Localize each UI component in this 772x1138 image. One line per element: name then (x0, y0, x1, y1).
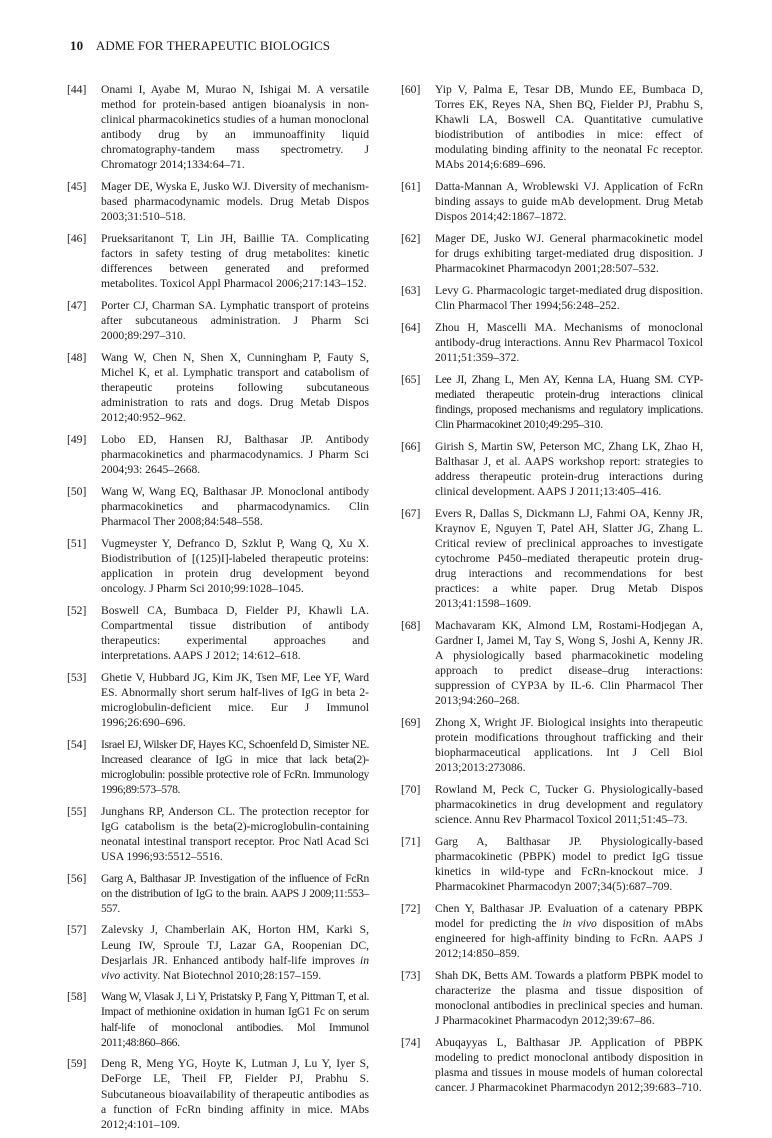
reference-number: [60] (401, 83, 421, 96)
reference-number: [56] (67, 871, 87, 885)
running-title: ADME FOR THERAPEUTIC BIOLOGICS (95, 38, 331, 53)
reference-text: Junghans RP, Anderson CL. The protection receptor for IgG catabolism is the beta(2)-microglobulin-containing neonatal intestinal transport receptor. Proc Natl Acad Sci USA 1996;93:5512–5516. (101, 804, 369, 863)
page-number: 10 (70, 38, 84, 53)
reference-text: Onami I, Ayabe M, Murao N, Ishigai M. A versatile method for protein-based antigen bioanalysis in non-clinical pharmacokinetics studies of a human monoclonal antibody drug by an immunoaffinity liquid chromatography-tandem mass spectrometry. J Chromatogr 2014;1334:64–71. (101, 83, 369, 172)
reference-number: [45] (67, 180, 87, 194)
references-right-column (401, 82, 703, 1102)
reference-number: [50] (67, 484, 87, 498)
reference-text: Lobo ED, Hansen RJ, Balthasar JP. Antibody pharmacokinetics and pharmacodynamics. J Pharm Sci 2004;93: 2645–2668. (101, 432, 369, 477)
reference-number: [62] (401, 232, 421, 246)
reference-entry (401, 320, 703, 365)
reference-text: Abuqayyas L, Balthasar JP. Application of PBPK modeling to predict monoclonal antibody disposition in plasma and tissues in mouse models of human colorectal cancer. J Pharmacokinet Pharmacodyn 2012;39:683–710. (435, 1035, 703, 1094)
reference-entry (67, 432, 369, 477)
reference-number: [67] (401, 506, 421, 520)
reference-entry (401, 231, 703, 276)
reference-entry (67, 804, 369, 864)
reference-text: Wang W, Vlasak J, Li Y, Pristatsky P, Fang Y, Pittman T, et al. Impact of methionine oxidation in human IgG1 Fc on serum half-life of monoclonal antibodies. Mol Immunol 2011;48:860–866. (101, 990, 369, 1049)
reference-entry (401, 179, 703, 224)
reference-entry (67, 737, 369, 797)
reference-text: Vugmeyster Y, Defranco D, Szklut P, Wang Q, Xu X. Biodistribution of [(125)I]-labeled therapeutic proteins: application in protein drug development beyond oncology. J Pharm Sci 2010;99:1028–1045. (101, 536, 369, 595)
reference-text: Chen Y, Balthasar JP. Evaluation of a catenary PBPK model for predicting the in vivo disposition of mAbs engineered for high-affinity binding to FcRn. AAPS J 2012;14:850–859. (435, 901, 703, 960)
references-left-column (67, 82, 369, 1138)
reference-text: Zhong X, Wright JF. Biological insights into therapeutic protein modifications throughout trafficking and their biopharmaceutical applications. Int J Cell Biol 2013;2013:273086. (435, 715, 703, 775)
reference-entry (67, 603, 369, 663)
reference-number: [52] (67, 603, 87, 617)
reference-number: [69] (401, 715, 421, 729)
reference-number: [46] (67, 232, 87, 246)
reference-text: Girish S, Martin SW, Peterson MC, Zhang LK, Zhao H, Balthasar J, et al. AAPS workshop report: strategies to address therapeutic protein-drug interactions during clinical development. AAPS J 2011;13:405–416. (435, 439, 703, 498)
reference-text: Machavaram KK, Almond LM, Rostami-Hodjegan A, Gardner I, Jamei M, Tay S, Wong S, Joshi A, Kenny JR. A physiologically based pharmacokinetic modeling approach to predict disease–drug interactions: suppression of CYP3A by IL-6. Clin Pharmacol Ther 2013;94:260–268. (435, 618, 703, 708)
reference-entry (401, 283, 703, 313)
reference-entry (67, 298, 369, 343)
reference-text: Porter CJ, Charman SA. Lymphatic transport of proteins after subcutaneous administration. J Pharm Sci 2000;89:297–310. (101, 299, 369, 343)
reference-number: [63] (401, 283, 421, 297)
reference-number: [73] (401, 968, 421, 982)
reference-entry (67, 536, 369, 596)
reference-number: [70] (401, 782, 421, 796)
reference-number: [47] (67, 299, 87, 312)
reference-number: [59] (67, 1057, 87, 1071)
reference-text: Mager DE, Wyska E, Jusko WJ. Diversity of mechanism-based pharmacodynamic models. Drug Metab Dispos 2003;31:510–518. (101, 180, 369, 224)
reference-entry (401, 506, 703, 612)
reference-entry (401, 968, 703, 1028)
reference-text: Deng R, Meng YG, Hoyte K, Lutman J, Lu Y, Iyer S, DeForge LE, Theil FP, Fielder PJ, Prabhu S. Subcutaneous bioavailability of therapeutic antibodies as a function of FcRn binding affinity in mice. MAbs 2012;4:101–109. (101, 1057, 369, 1131)
reference-text: Prueksaritanont T, Lin JH, Baillie TA. Complicating factors in safety testing of drug metabolites: kinetic differences between generated and preformed metabolites. Toxicol Appl Pharmacol 2006;217:143–152. (101, 232, 369, 291)
reference-entry (401, 439, 703, 499)
running-header (70, 38, 330, 54)
reference-number: [53] (67, 670, 87, 684)
reference-entry (401, 901, 703, 961)
reference-entry (401, 372, 703, 432)
reference-text: Israel EJ, Wilsker DF, Hayes KC, Schoenfeld D, Simister NE. Increased clearance of IgG in mice that lack beta(2)-microglobulin: possible protective role of FcRn. Immunology 1996;89:573–578. (101, 737, 369, 796)
reference-text: Wang W, Chen N, Shen X, Cunningham P, Fauty S, Michel K, et al. Lymphatic transport and catabolism of therapeutic proteins following subcutaneous administration to rats and dogs. Drug Metab Dispos 2012;40:952–962. (101, 350, 369, 425)
reference-entry (67, 1056, 369, 1131)
reference-entry (401, 715, 703, 775)
reference-number: [72] (401, 901, 421, 915)
reference-entry (67, 179, 369, 224)
reference-entry (401, 82, 703, 173)
reference-entry (67, 670, 369, 730)
reference-number: [57] (67, 923, 87, 937)
reference-entry (67, 484, 369, 529)
reference-text: Evers R, Dallas S, Dickmann LJ, Fahmi OA, Kenny JR, Kraynov E, Nguyen T, Patel AH, Slatter JG, Zhang L. Critical review of preclinical approaches to investigate cytochrome P450–mediated therapeutic protein drug-drug interactions and recommendations for best practices: a white paper. Drug Metab Dispos 2013;41:1598–1609. (435, 506, 703, 611)
reference-text: Lee JI, Zhang L, Men AY, Kenna LA, Huang SM. CYP-mediated therapeutic protein-drug interactions clinical findings, proposed mechanisms and regulatory implications. Clin Pharmacokinet 2010;49:295–310. (435, 372, 703, 431)
reference-entry (401, 1035, 703, 1095)
reference-text: Rowland M, Peck C, Tucker G. Physiologically-based pharmacokinetics in drug development and regulatory science. Annu Rev Pharmacol Toxicol 2011;51:45–73. (435, 782, 703, 827)
reference-number: [48] (67, 350, 87, 364)
reference-number: [49] (67, 432, 87, 446)
reference-entry (67, 922, 369, 982)
reference-number: [58] (67, 990, 87, 1004)
reference-number: [44] (67, 83, 87, 96)
reference-entry (67, 989, 369, 1049)
reference-number: [66] (401, 439, 421, 453)
reference-text: Wang W, Wang EQ, Balthasar JP. Monoclonal antibody pharmacokinetics and pharmacodynamics. Clin Pharmacol Ther 2008;84:548–558. (101, 484, 369, 528)
reference-text: Garg A, Balthasar JP. Physiologically-based pharmacokinetic (PBPK) model to predict IgG tissue kinetics in wild-type and FcRn-knockout mice. J Pharmacokinet Pharmacodyn 2007;34(5):687–709. (435, 834, 703, 894)
reference-text: Mager DE, Jusko WJ. General pharmacokinetic model for drugs exhibiting target-mediated drug disposition. J Pharmacokinet Pharmacodyn 2001;28:507–532. (435, 232, 703, 276)
reference-text: Shah DK, Betts AM. Towards a platform PBPK model to characterize the plasma and tissue disposition of monoclonal antibodies in preclinical species and human. J Pharmacokinet Pharmacodyn 2012;39:67–86. (435, 968, 703, 1027)
reference-number: [68] (401, 618, 421, 632)
reference-number: [55] (67, 804, 87, 818)
reference-text: Levy G. Pharmacologic target-mediated drug disposition. Clin Pharmacol Ther 1994;56:248–252. (435, 283, 703, 312)
reference-number: [65] (401, 372, 421, 386)
reference-text: Yip V, Palma E, Tesar DB, Mundo EE, Bumbaca D, Torres EK, Reyes NA, Shen BQ, Fielder PJ, Prabhu S, Khawli LA, Boswell CA. Quantitative cumulative biodistribution of antibodies in mice: effect of modulating binding affinity to the neonatal Fc receptor. MAbs 2014;6:689–696. (435, 83, 703, 172)
reference-number: [54] (67, 737, 87, 751)
reference-number: [64] (401, 320, 421, 334)
reference-text: Garg A, Balthasar JP. Investigation of the influence of FcRn on the distribution of IgG to the brain. AAPS J 2009;11:553–557. (101, 871, 369, 915)
reference-entry (67, 82, 369, 173)
reference-text: Datta-Mannan A, Wroblewski VJ. Application of FcRn binding assays to guide mAb development. Drug Metab Dispos 2014;42:1867–1872. (435, 180, 703, 224)
reference-number: [71] (401, 834, 421, 848)
reference-entry (67, 350, 369, 425)
reference-text: Zhou H, Mascelli MA. Mechanisms of monoclonal antibody-drug interactions. Annu Rev Pharmacol Toxicol 2011;51:359–372. (435, 320, 703, 364)
reference-entry (401, 618, 703, 709)
reference-entry (67, 871, 369, 916)
reference-number: [51] (67, 536, 87, 550)
reference-text: Boswell CA, Bumbaca D, Fielder PJ, Khawli LA. Compartmental tissue distribution of antibody therapeutics: experimental approaches and interpretations. AAPS J 2012; 14:612–618. (101, 603, 369, 662)
reference-number: [74] (401, 1035, 421, 1049)
reference-entry (401, 782, 703, 827)
reference-text: Ghetie V, Hubbard JG, Kim JK, Tsen MF, Lee YF, Ward ES. Abnormally short serum half-lives of IgG in beta 2-microglobulin-deficient mice. Eur J Immunol 1996;26:690–696. (101, 670, 369, 729)
reference-entry (401, 834, 703, 894)
reference-entry (67, 231, 369, 291)
reference-number: [61] (401, 180, 421, 194)
reference-text: Zalevsky J, Chamberlain AK, Horton HM, Karki S, Leung IW, Sproule TJ, Lazar GA, Roopenian DC, Desjarlais JR. Enhanced antibody half-life improves in vivo activity. Nat Biotechnol 2010;28:157–159. (101, 923, 369, 982)
